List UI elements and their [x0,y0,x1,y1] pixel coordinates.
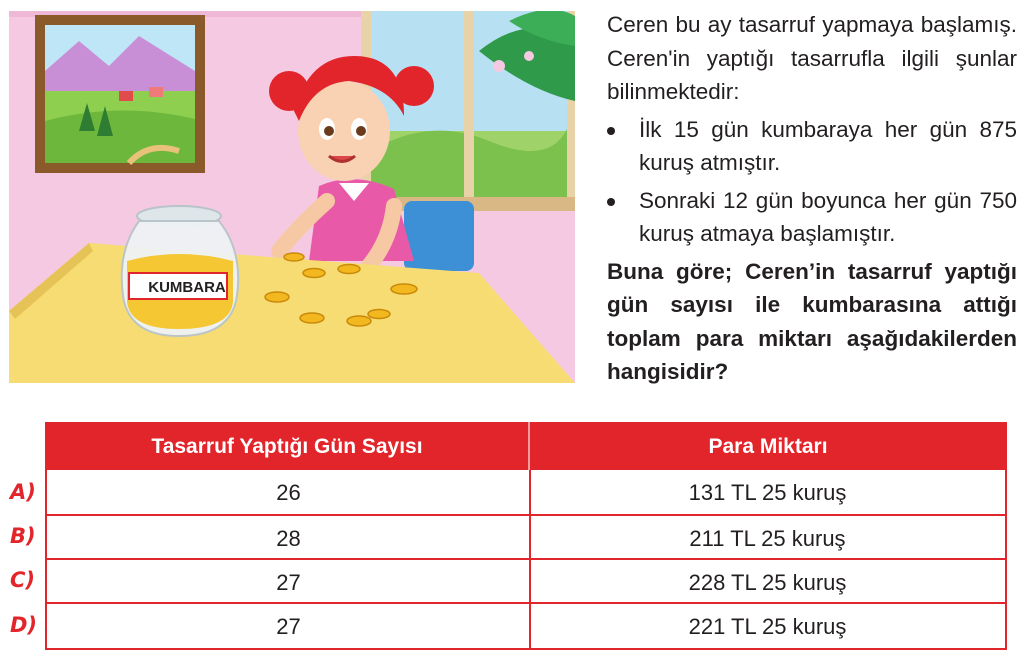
cell-amount: 221 TL 25 kuruş [688,614,847,639]
cell-amount: 211 TL 25 kuruş [689,526,846,551]
table-row[interactable] [47,560,1005,604]
cell-amount: 228 TL 25 kuruş [688,570,847,595]
question-intro: Ceren bu ay tasarruf yapmaya başlamış. Ceren'in yaptığı tasarrufla ilgili şunlar bilinmektedir: [607,12,1017,104]
cell-days: 27 [276,614,301,639]
bullet-dot-icon [607,127,615,135]
cell-days: 26 [276,480,301,505]
header-days: Tasarruf Yaptığı Gün Sayısı [151,435,423,458]
bullet-text: İlk 15 gün kumbaraya her gün 875 kuruş atmıştır. [639,116,1017,175]
cell-days: 27 [276,570,301,595]
header-amount: Para Miktarı [708,435,828,458]
option-letter-c: C) [10,568,36,592]
table-header [45,422,1007,470]
cell-days: 28 [276,526,301,551]
cell-amount: 131 TL 25 kuruş [688,480,847,505]
option-letter-d: D) [10,613,38,637]
bullet-item [607,113,1017,180]
answer-table [45,422,1007,650]
option-letter-a: A) [10,480,36,504]
coin-jar [122,206,238,336]
bullet-text: Sonraki 12 gün boyunca her gün 750 kuruş atmaya başlamıştır. [639,187,1017,246]
question-text [607,8,1017,389]
jar-label: KUMBARA [148,279,226,296]
landscape-painting [35,15,205,173]
illustration [9,11,575,383]
question-ask: Buna göre; Ceren’in tasarruf yaptığı gün sayısı ile kumbarasına attığı toplam para miktarı aşağıdakilerden hangisidir? [607,258,1017,384]
table-row[interactable] [47,604,1005,648]
bullet-item [607,184,1017,251]
column-divider [529,470,531,648]
bullet-dot-icon [607,198,615,206]
question-bullets [607,113,1017,251]
table-row[interactable] [47,470,1005,514]
table-row[interactable] [47,516,1005,560]
option-letter-b: B) [10,524,36,548]
table-body [45,470,1007,650]
saving-girl-illustration [9,11,575,383]
